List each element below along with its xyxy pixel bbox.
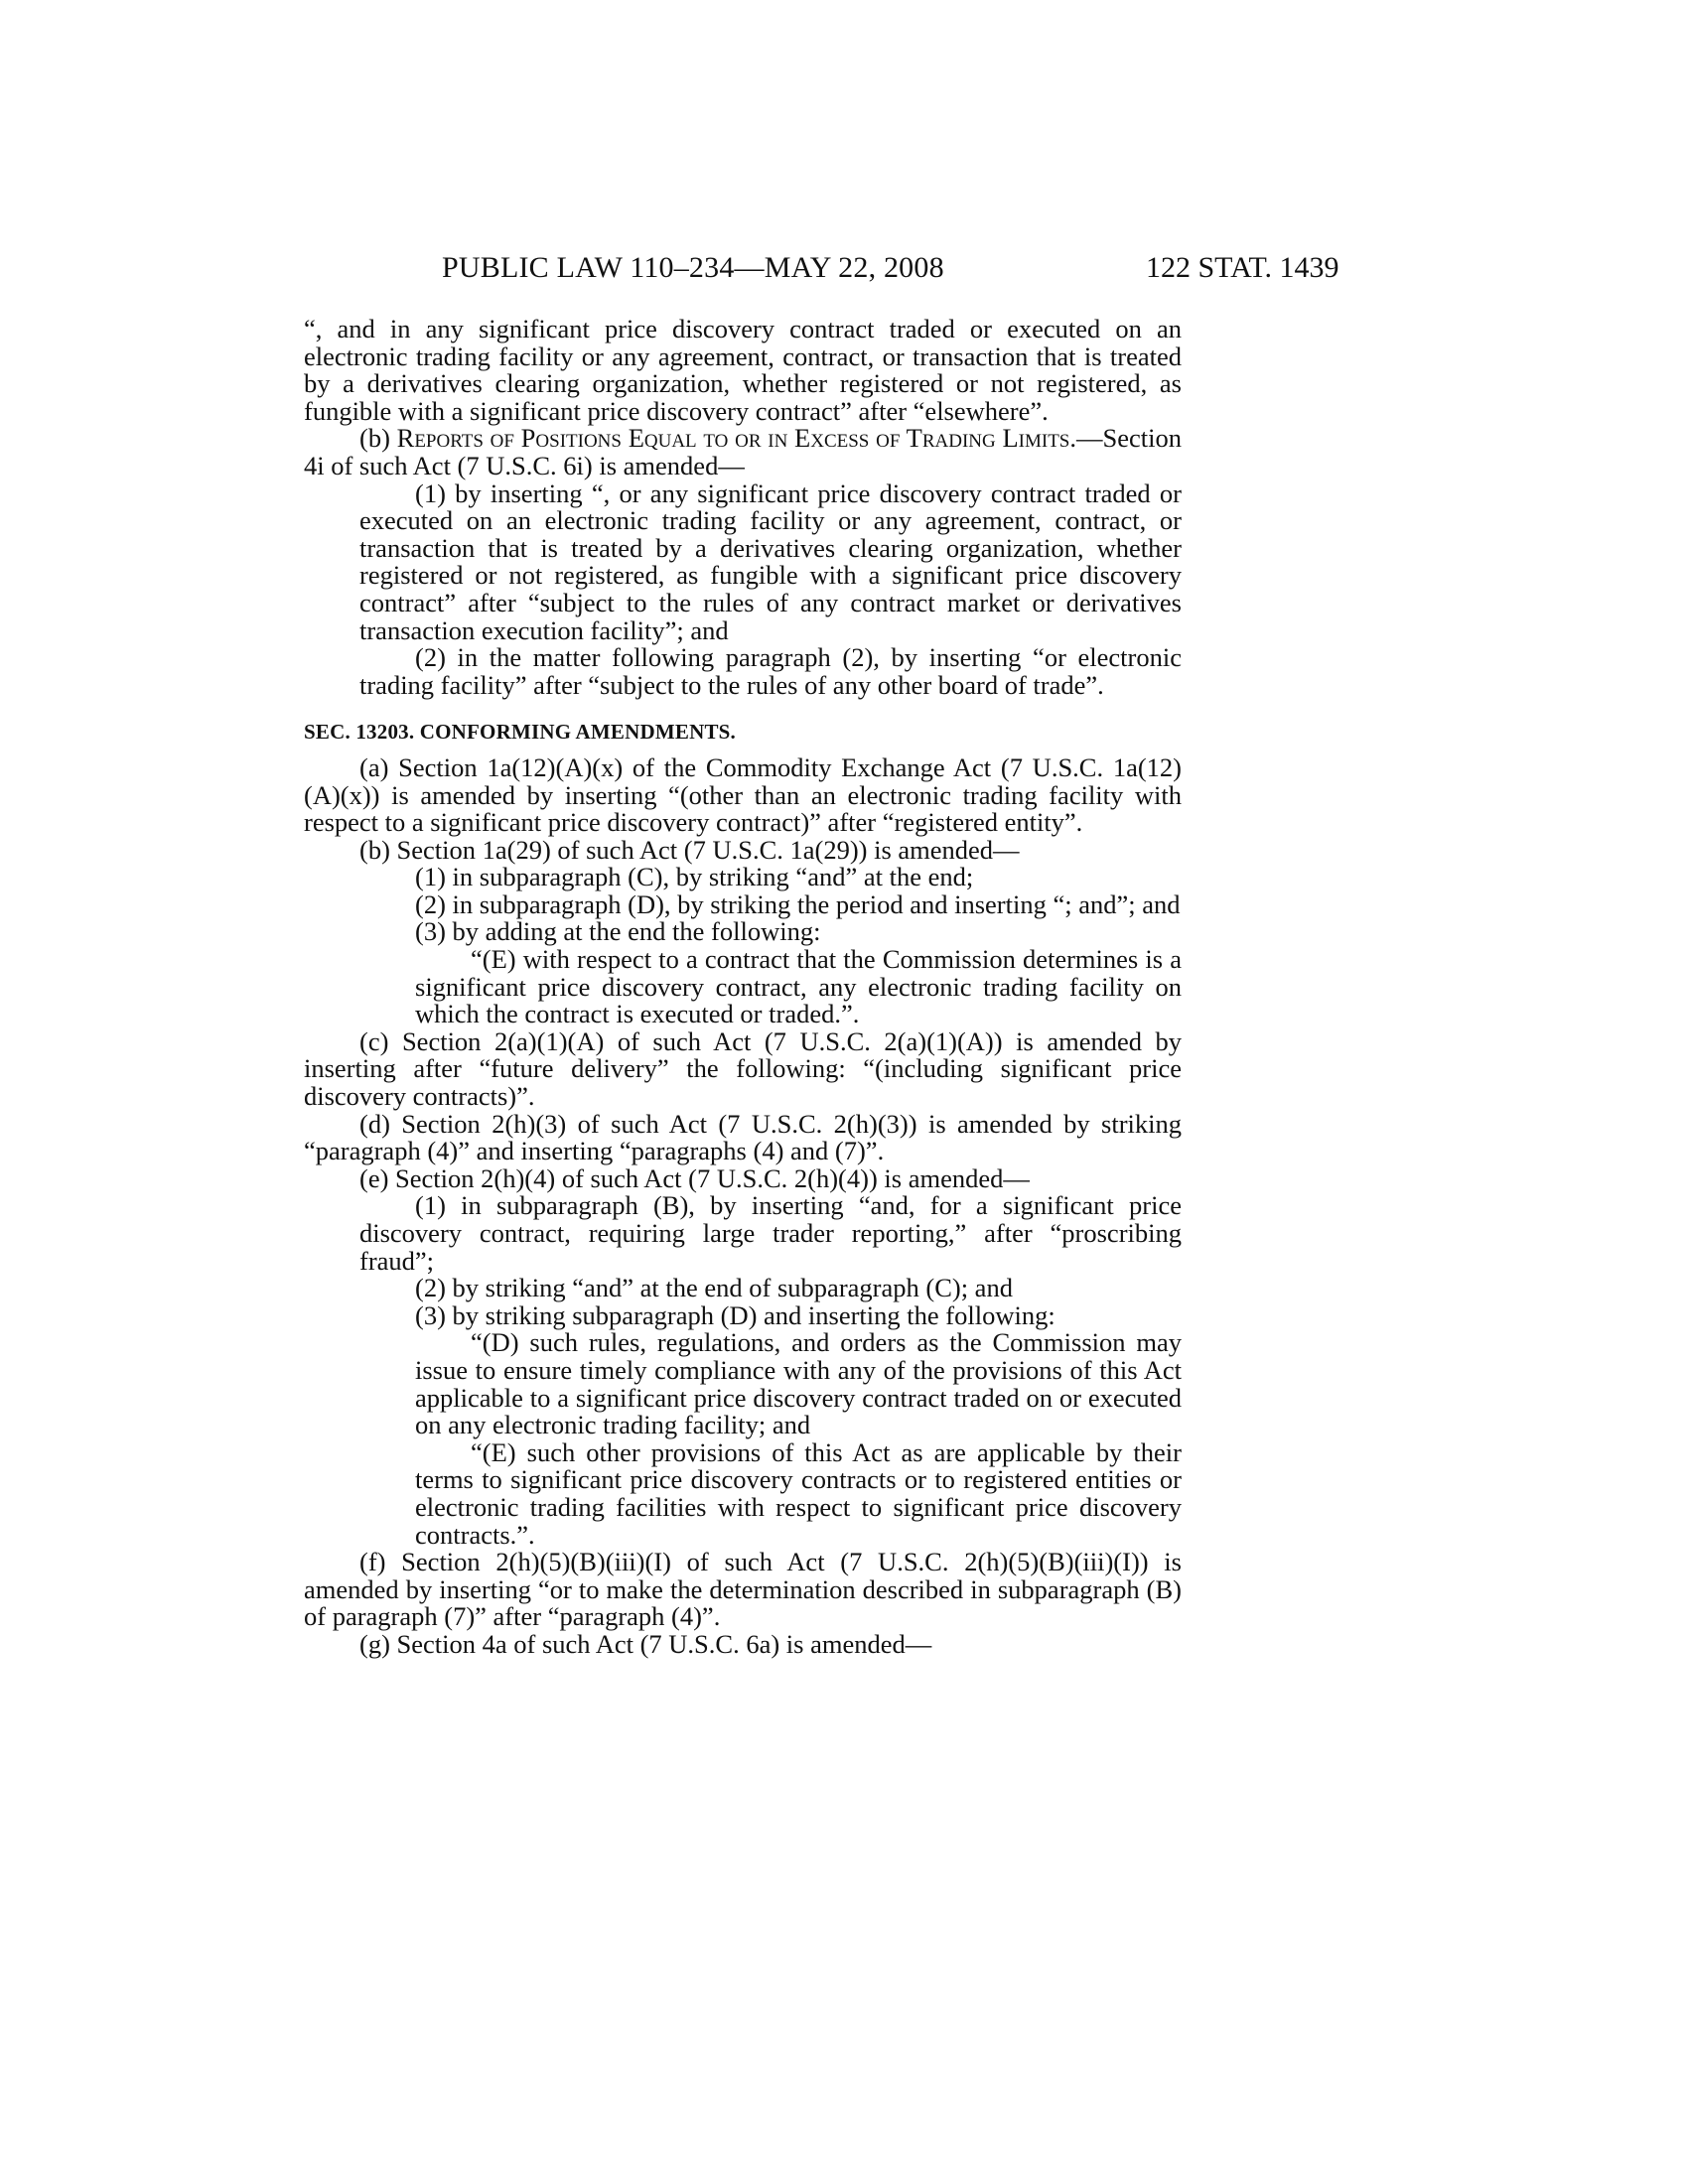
paragraph-e-3: (3) by striking subparagraph (D) and inserting the following: [415, 1299, 1055, 1330]
paragraph-b-2: (2) in the matter following paragraph (2), by inserting “or electronic trading facility” after “subject to the rules of any other board of trade”. [359, 642, 1182, 700]
paragraph-heading: Reports of Positions Equal to or in Excess of Trading Limits [396, 423, 1070, 454]
paragraph-e-2: (2) by striking “and” at the end of subparagraph (C); and [415, 1273, 1013, 1303]
paragraph-text: .—Section 4i of such Act (7 U.S.C. 6i) is amended— [304, 423, 1182, 480]
running-header-stat-page: 122 STAT. 1439 [1146, 251, 1339, 284]
paragraph-b: (b) Section 1a(29) of such Act (7 U.S.C. 1a(29)) is amended— [359, 834, 1020, 865]
paragraph-b-reports-of-positions [304, 425, 1182, 479]
paragraph-b-1: (1) by inserting “, or any significant price discovery contract traded or executed on an electronic trading facility or any agreement, contract, or transaction that is treated by a derivatives clearing organization, whether registered or not registered, as fungible with a significant price discovery contract” after “subject to the rules of any contract market or derivatives transaction execution facility”; and [359, 478, 1182, 645]
section-heading: SEC. 13203. CONFORMING AMENDMENTS. [304, 720, 736, 745]
paragraph-continuation: “, and in any significant price discovery contract traded or executed on an electronic trading facility or any agreement, contract, or transaction that is treated by a derivatives clearing organization, whether registered or not registered, as fungible with a significant price discovery contract” after “elsewhere”. [304, 314, 1182, 426]
paragraph-g: (g) Section 4a of such Act (7 U.S.C. 6a) is amended— [359, 1628, 932, 1659]
paragraph-e-1: (1) in subparagraph (B), by inserting “and, for a significant price discovery contract, requiring large trader reporting,” after “proscribing fraud”; [359, 1190, 1182, 1276]
paragraph-c: (c) Section 2(a)(1)(A) of such Act (7 U.S.C. 2(a)(1)(A)) is amended by inserting after “future delivery” the following: “(including significant price discovery contracts)”. [304, 1025, 1182, 1112]
inserted-subpara-d: “(D) such rules, regulations, and orders as the Commission may issue to ensure timely compliance with any of the provisions of this Act applicable to a significant price discovery contract traded on or executed on any electronic trading facility; and [415, 1327, 1182, 1440]
inserted-subpara-e: “(E) with respect to a contract that the Commission determines is a significant price discovery contract, any electronic trading facility on which the contract is executed or traded.”. [415, 944, 1182, 1029]
paragraph-a: (a) Section 1a(12)(A)(x) of the Commodity Exchange Act (7 U.S.C. 1a(12)(A)(x)) is amended by inserting “(other than an electronic trading facility with respect to a significant price discovery contract)” after “registered entity”. [304, 751, 1182, 838]
paragraph-b-2-subpara-d: (2) in subparagraph (D), by striking the period and inserting “; and”; and [415, 888, 1181, 919]
inserted-subpara-e-2: “(E) such other provisions of this Act as are applicable by their terms to significant price discovery contracts or to registered entities or electronic trading facilities with respect to significant price discovery contracts.”. [415, 1436, 1182, 1550]
statute-text-body [304, 316, 1182, 1659]
paragraph-d: (d) Section 2(h)(3) of such Act (7 U.S.C. 2(h)(3)) is amended by striking “paragraph (4)” and inserting “paragraphs (4) and (7)”. [304, 1108, 1182, 1166]
paragraph-e: (e) Section 2(h)(4) of such Act (7 U.S.C. 2(h)(4)) is amended— [359, 1162, 1030, 1193]
paragraph-f: (f) Section 2(h)(5)(B)(iii)(I) of such Act (7 U.S.C. 2(h)(5)(B)(iii)(I)) is amended by inserting “or to make the determination described in subparagraph (B) of paragraph (7)” after “paragraph (4)”. [304, 1547, 1182, 1632]
paragraph-b-1-subpara-c: (1) in subparagraph (C), by striking “and” at the end; [415, 862, 974, 892]
paragraph-b-3-adding: (3) by adding at the end the following: [415, 916, 821, 947]
paragraph-lead: (b) [359, 423, 397, 454]
running-header-law: PUBLIC LAW 110–234—MAY 22, 2008 [442, 251, 944, 284]
